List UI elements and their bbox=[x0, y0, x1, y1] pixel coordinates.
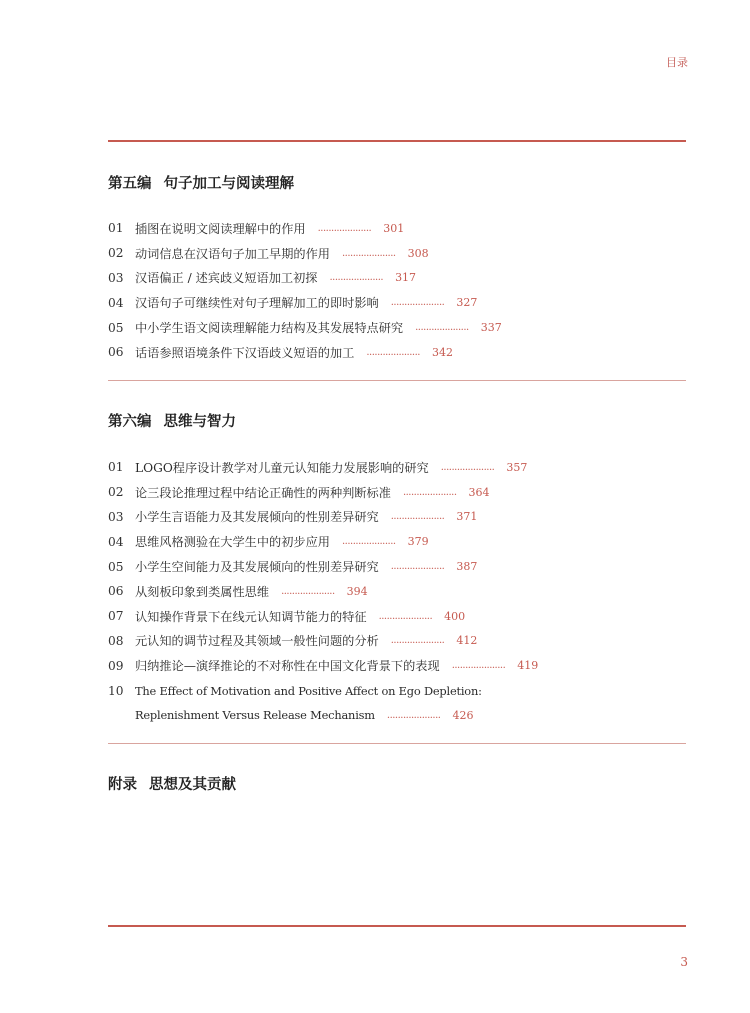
top-rule bbox=[108, 140, 686, 142]
section-heading bbox=[108, 410, 236, 431]
leader-dots: .................... bbox=[317, 222, 372, 234]
entry-title: 话语参照语境条件下汉语歧义短语的加工 bbox=[135, 345, 355, 360]
entry-number: 03 bbox=[108, 270, 124, 285]
leader-dots: .................... bbox=[342, 536, 396, 548]
toc-entry[interactable] bbox=[108, 529, 686, 554]
section-divider bbox=[108, 380, 686, 381]
section-title: 句子加工与阅读理解 bbox=[163, 175, 294, 192]
leader-dots: .................... bbox=[415, 322, 469, 334]
leader-dots: .................... bbox=[390, 297, 445, 309]
entry-page: 301 bbox=[383, 221, 405, 235]
entry-number: 04 bbox=[108, 534, 124, 549]
entry-title: 认知操作背景下在线元认知调节能力的特征 bbox=[135, 609, 367, 624]
toc-entry[interactable] bbox=[108, 678, 686, 703]
toc-entry[interactable] bbox=[108, 653, 686, 678]
entry-page: 419 bbox=[517, 659, 539, 673]
entry-page: 317 bbox=[395, 271, 417, 285]
entry-title: 从刻板印象到类属性思维 bbox=[135, 584, 270, 599]
entry-page: 342 bbox=[431, 345, 453, 359]
entry-title: 思维风格测验在大学生中的初步应用 bbox=[135, 535, 330, 550]
entry-title: 插图在说明文阅读理解中的作用 bbox=[135, 221, 306, 236]
entry-number: 06 bbox=[108, 345, 124, 360]
entry-number: 10 bbox=[108, 683, 124, 698]
entry-title: 汉语句子可继续性对句子理解加工的即时影响 bbox=[135, 296, 379, 311]
running-header: 目录 bbox=[666, 56, 688, 69]
toc-entry-continuation[interactable] bbox=[108, 703, 686, 728]
leader-dots: .................... bbox=[390, 635, 445, 647]
entry-number: 04 bbox=[108, 295, 124, 310]
toc-entry[interactable] bbox=[108, 216, 686, 241]
toc-entry[interactable] bbox=[108, 266, 686, 291]
toc-entry[interactable] bbox=[108, 290, 686, 315]
entry-number: 01 bbox=[108, 460, 124, 475]
entry-page: 379 bbox=[407, 535, 429, 549]
entry-page: 412 bbox=[456, 634, 478, 648]
entry-number: 08 bbox=[108, 633, 124, 648]
entry-title: 小学生空间能力及其发展倾向的性别差异研究 bbox=[135, 560, 379, 575]
toc-entry[interactable] bbox=[108, 455, 686, 480]
section-number: 第六编 bbox=[108, 413, 152, 430]
leader-dots: .................... bbox=[440, 461, 495, 473]
leader-dots: .................... bbox=[390, 561, 445, 573]
entry-number: 06 bbox=[108, 584, 124, 599]
toc-entry[interactable] bbox=[108, 241, 686, 266]
toc-list bbox=[108, 455, 686, 728]
entry-page: 371 bbox=[456, 510, 478, 524]
entry-page: 364 bbox=[468, 485, 490, 499]
entry-page: 426 bbox=[452, 708, 474, 722]
toc-entry[interactable] bbox=[108, 604, 686, 629]
leader-dots: .................... bbox=[342, 247, 396, 259]
entry-title: 小学生言语能力及其发展倾向的性别差异研究 bbox=[135, 510, 379, 525]
appendix-heading bbox=[108, 773, 236, 794]
entry-number: 02 bbox=[108, 485, 124, 500]
section-number: 第五编 bbox=[108, 175, 152, 192]
entry-number: 02 bbox=[108, 246, 124, 261]
section-divider bbox=[108, 743, 686, 744]
toc-entry[interactable] bbox=[108, 554, 686, 579]
entry-number: 03 bbox=[108, 509, 124, 524]
toc-entry[interactable] bbox=[108, 579, 686, 604]
entry-title: 中小学生语文阅读理解能力结构及其发展特点研究 bbox=[135, 321, 404, 336]
entry-page: 394 bbox=[346, 584, 368, 598]
entry-page: 387 bbox=[456, 560, 478, 574]
entry-title: 汉语偏正 / 述宾歧义短语加工初探 bbox=[135, 271, 318, 286]
entry-page: 308 bbox=[407, 246, 429, 260]
entry-number: 07 bbox=[108, 609, 124, 624]
toc-entry[interactable] bbox=[108, 629, 686, 654]
entry-page: 327 bbox=[456, 296, 478, 310]
entry-title: 元认知的调节过程及其领域一般性问题的分析 bbox=[135, 634, 379, 649]
toc-list bbox=[108, 216, 686, 365]
entry-title: 动词信息在汉语句子加工早期的作用 bbox=[135, 246, 330, 261]
leader-dots: .................... bbox=[366, 346, 420, 358]
leader-dots: .................... bbox=[281, 585, 335, 597]
entry-title: LOGO程序设计教学对儿童元认知能力发展影响的研究 bbox=[135, 460, 429, 475]
entry-title-continuation: Replenishment Versus Release Mechanism bbox=[135, 708, 375, 723]
entry-number: 05 bbox=[108, 320, 124, 335]
leader-dots: .................... bbox=[329, 272, 384, 284]
leader-dots: .................... bbox=[390, 511, 445, 523]
leader-dots: .................... bbox=[378, 610, 433, 622]
appendix-title: 思想及其贡献 bbox=[149, 776, 236, 793]
toc-entry[interactable] bbox=[108, 340, 686, 365]
toc-entry[interactable] bbox=[108, 315, 686, 340]
bottom-rule bbox=[108, 925, 686, 927]
section-title: 思维与智力 bbox=[163, 413, 236, 430]
entry-number: 01 bbox=[108, 221, 124, 236]
entry-number: 09 bbox=[108, 658, 124, 673]
page-number: 3 bbox=[680, 955, 688, 969]
entry-title: 论三段论推理过程中结论正确性的两种判断标准 bbox=[135, 485, 391, 500]
entry-page: 400 bbox=[444, 609, 466, 623]
entry-page: 357 bbox=[506, 460, 528, 474]
entry-title: The Effect of Motivation and Positive Affect on Ego Depletion: bbox=[135, 683, 482, 698]
entry-title: 归纳推论—演绎推论的不对称性在中国文化背景下的表现 bbox=[135, 659, 440, 674]
toc-entry[interactable] bbox=[108, 480, 686, 505]
entry-number: 05 bbox=[108, 559, 124, 574]
leader-dots: .................... bbox=[386, 709, 441, 721]
section-heading bbox=[108, 172, 294, 193]
leader-dots: .................... bbox=[451, 660, 506, 672]
leader-dots: .................... bbox=[402, 486, 457, 498]
appendix-number: 附录 bbox=[108, 776, 137, 793]
toc-entry[interactable] bbox=[108, 505, 686, 530]
entry-page: 337 bbox=[480, 321, 502, 335]
